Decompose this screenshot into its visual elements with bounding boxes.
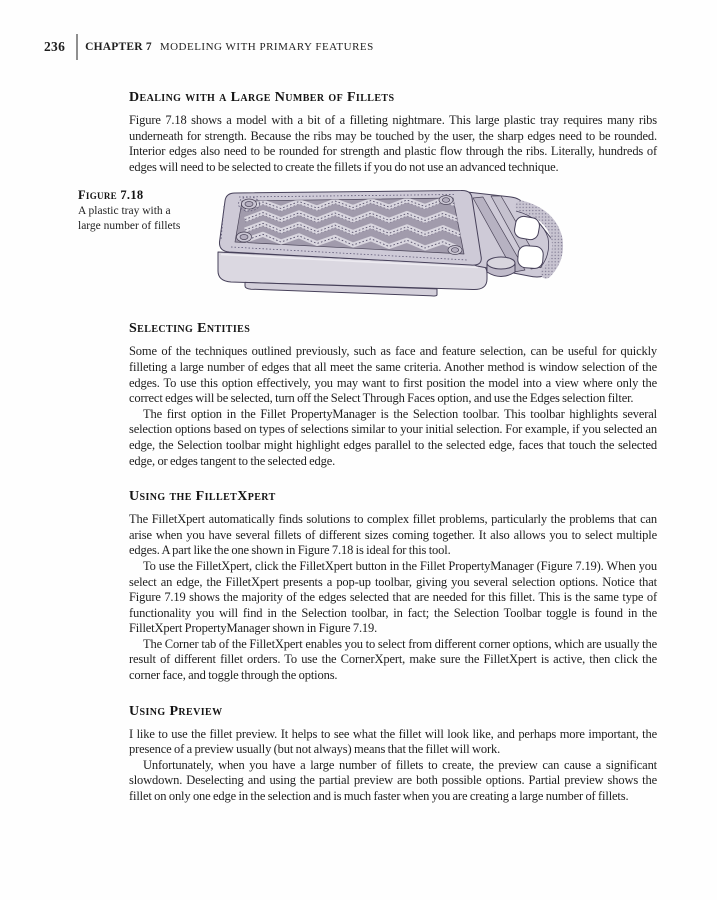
- page-number: 236: [44, 39, 66, 54]
- running-head: [44, 34, 374, 60]
- body-paragraph: I like to use the fillet preview. It helps to see what the fillet will look like, and perhaps more important, the presence of a preview usually (but not always) means that the fillet will work.: [129, 726, 657, 757]
- running-head-divider: [76, 34, 78, 60]
- body-paragraph: The Corner tab of the FilletXpert enables you to select from different corner options, which are usually the result of different fillet orders. To use the CornerXpert, make sure the FilletXpert is active, then click the corner face, and toggle through the options.: [129, 636, 657, 683]
- section-selecting-entities: [129, 321, 657, 469]
- section-heading: Using the FilletXpert: [129, 489, 276, 505]
- chapter-label: CHAPTER 7: [85, 41, 152, 53]
- body-paragraph: The FilletXpert automatically finds solutions to complex fillet problems, particularly the problems that can arise when you have several fillets of different sizes coming together. It also allows you to select multiple edges. A part like the one shown in Figure 7.18 is ideal for this tool.: [129, 512, 657, 558]
- chapter-title: MODELING WITH PRIMARY FEATURES: [159, 41, 374, 53]
- section-using-the-filletxpert: [129, 489, 657, 684]
- figure-caption-text: A plastic tray with a large number of fillets: [78, 205, 181, 232]
- body-paragraph: To use the FilletXpert, click the FilletXpert button in the Fillet PropertyManager (Figure 7.19). When you select an edge, the FilletXpert presents a pop-up toolbar, giving you several selection options. Notice that Figure 7.19 shows the majority of the edges selected that are needed for this fillet. This is the same type of functionality you will find in the Selection toolbar, in fact; the Selection Toolbar toggle is found in the FilletXpert PropertyManager shown in Figure 7.19.: [129, 558, 657, 636]
- body-paragraph: Unfortunately, when you have a large number of fillets to create, the preview can cause a significant slowdown. Deselecting and using the partial preview are both possible options. Partial preview shows the fillet on only one edge in the selection and is much faster when you are creating a large number of fillets.: [129, 757, 657, 804]
- section-heading: Using Preview: [129, 703, 223, 719]
- figure-7-18: [78, 184, 657, 301]
- tray-figure-image: [215, 184, 578, 301]
- page-content: [78, 90, 657, 805]
- section-heading: Dealing with a Large Number of Fillets: [129, 90, 395, 105]
- section-dealing-with-fillets: [78, 90, 657, 301]
- body-paragraph: Some of the techniques outlined previously, such as face and feature selection, can be useful for quickly filleting a large number of edges that all meet the same criteria. Another method is window selection of the edges. To use this option effectively, you may want to first position the model into a view where only the correct edges will be selected, turn off the Select Through Faces option, and use the Edges selection filter.: [129, 344, 657, 406]
- figure-label: Figure 7.18: [78, 188, 144, 203]
- section-using-preview: [129, 704, 657, 805]
- body-paragraph: The first option in the Fillet PropertyManager is the Selection toolbar. This toolbar highlights several selection options based on types of selections similar to your initial selection. For example, if you selected an edge, the Selection toolbar might highlight edges parallel to the selected edge, faces that touch the selected edge, or edges tangent to the selected edge.: [129, 406, 657, 468]
- figure-caption: [78, 184, 215, 301]
- figure-artwork: [215, 184, 578, 301]
- body-paragraph: Figure 7.18 shows a model with a bit of a filleting nightmare. This large plastic tray requires many ribs underneath for strength. Because the ribs may be touched by the user, the sharp edges need to be rounded. Interior edges also need to be rounded for strength and plastic flow through the ribs. Literally, hundreds of edges will need to be selected to create the fillets if you do not use an advanced technique.: [129, 113, 657, 174]
- tray-cylinder-boss: [487, 257, 515, 277]
- section-heading: Selecting Entities: [129, 321, 251, 337]
